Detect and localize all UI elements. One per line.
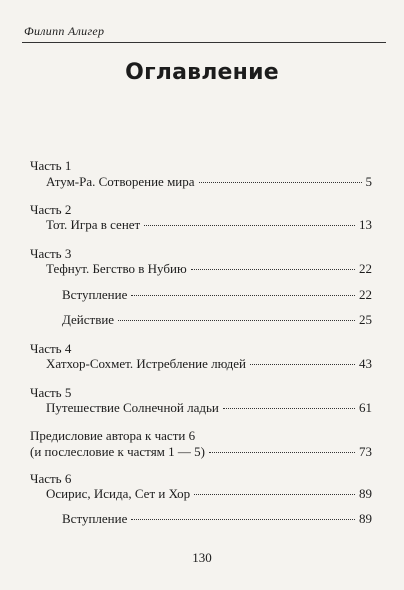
toc-entry-label: Вступление — [62, 511, 128, 526]
toc-entry — [62, 511, 372, 529]
toc-entry-page: 43 — [359, 356, 372, 371]
toc-entry — [46, 217, 372, 235]
toc-entry — [62, 312, 372, 330]
toc-entry — [46, 356, 372, 374]
toc-entry-label: Хатхор-Сохмет. Истребление людей — [46, 356, 247, 371]
toc-preface: Предисловие автора к части 6 — [30, 428, 196, 443]
toc-part-5: Часть 5 — [30, 385, 72, 400]
dot-leader — [118, 320, 355, 321]
page-number: 130 — [192, 550, 212, 565]
toc-part-6: Часть 6 — [30, 471, 72, 486]
toc-entry-page: 89 — [359, 511, 372, 526]
toc-part-3: Часть 3 — [30, 246, 72, 261]
dot-leader — [250, 364, 355, 365]
toc-entry-label: Осирис, Исида, Сет и Хор — [46, 486, 191, 501]
toc-entry — [46, 261, 372, 279]
toc-entry-page: 25 — [359, 312, 372, 327]
dot-leader — [199, 182, 362, 183]
dot-leader — [131, 295, 355, 296]
toc-entry-page: 73 — [359, 444, 372, 459]
dot-leader — [223, 408, 355, 409]
toc-entry-label: (и послесловие к частям 1 — 5) — [30, 444, 205, 459]
toc-part-4: Часть 4 — [30, 341, 72, 356]
dot-leader — [131, 519, 355, 520]
dot-leader — [191, 269, 355, 270]
page-title: Оглавление — [125, 60, 279, 85]
toc-entry — [46, 486, 372, 504]
toc-entry-page: 13 — [359, 217, 372, 232]
toc-part-2: Часть 2 — [30, 202, 72, 217]
toc-entry — [30, 444, 372, 462]
toc-entry — [46, 400, 372, 418]
toc-entry-page: 22 — [359, 287, 372, 302]
dot-leader — [194, 494, 355, 495]
toc-entry-page: 89 — [359, 486, 372, 501]
toc-entry-label: Тефнут. Бегство в Нубию — [46, 261, 187, 276]
toc-entry-page: 22 — [359, 261, 372, 276]
toc-entry-label: Атум-Ра. Сотворение мира — [46, 174, 195, 189]
dot-leader — [209, 452, 355, 453]
toc-entry-page: 61 — [359, 400, 372, 415]
header-rule — [22, 42, 386, 43]
toc-entry — [46, 174, 372, 192]
toc-entry-label: Путешествие Солнечной ладьи — [46, 400, 219, 415]
dot-leader — [144, 225, 355, 226]
running-head: Филипп Алигер — [24, 24, 105, 38]
toc-entry-label: Тот. Игра в сенет — [46, 217, 141, 232]
toc-entry-label: Вступление — [62, 287, 128, 302]
toc-entry — [62, 287, 372, 305]
toc-entry-page: 5 — [365, 174, 372, 189]
toc-entry-label: Действие — [62, 312, 115, 327]
toc-part-1: Часть 1 — [30, 158, 72, 173]
